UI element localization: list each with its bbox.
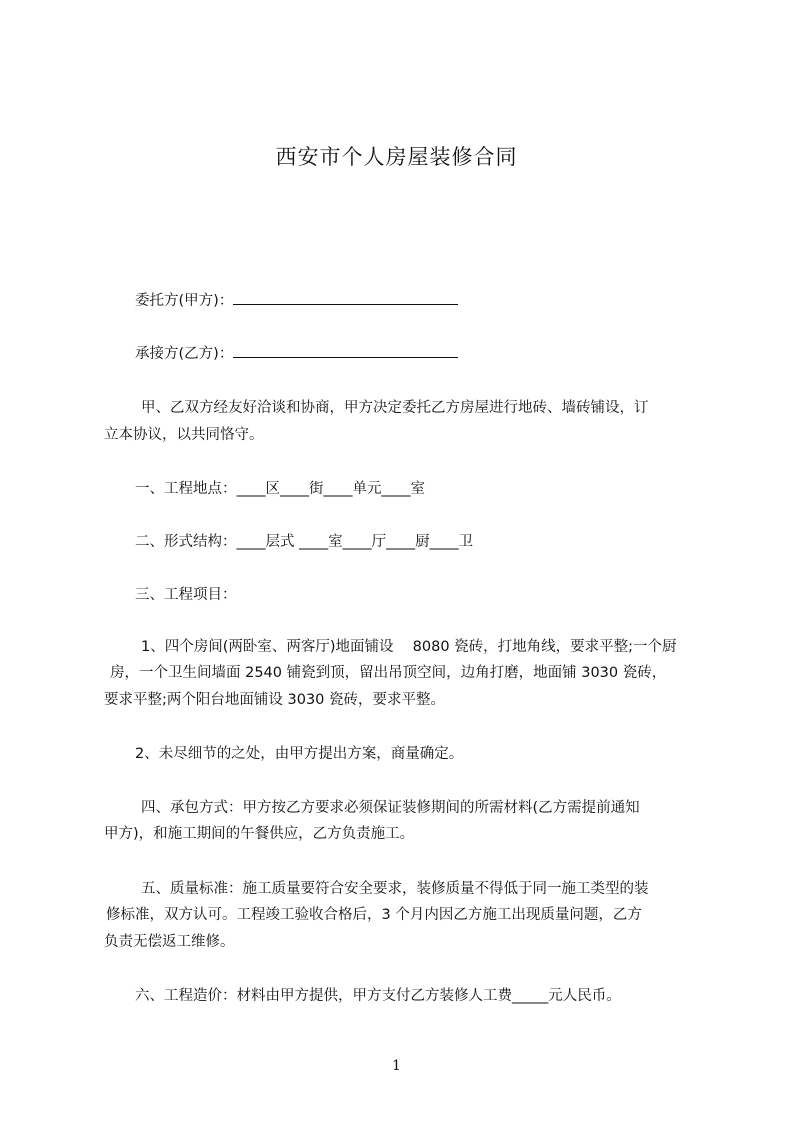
intro-line-2: 立本协议，以共同恪守。: [104, 427, 264, 443]
intro-line-1: 甲、乙双方经友好洽谈和协商，甲方决定委托乙方房屋进行地砖、墙砖铺设，订: [141, 400, 649, 416]
party-a-label: 委托方(甲方)：: [135, 293, 234, 309]
item-2: 2、未尽细节的之处，由甲方提出方案，商量确定。: [135, 746, 464, 762]
party-a-line: [135, 290, 458, 312]
section-6-price: 六、工程造价：材料由甲方提供，甲方支付乙方装修人工费_____元人民币。: [135, 988, 621, 1004]
section-4-line-2: 甲方)，和施工期间的午餐供应，乙方负责施工。: [104, 826, 415, 842]
party-a-blank[interactable]: [233, 290, 458, 305]
item-1-line-1: 1、四个房间(两卧室、两客厅)地面铺设 8080 瓷砖，打地角线，要求平整;一个厨: [141, 639, 677, 655]
party-b-blank[interactable]: [233, 343, 458, 358]
page-number: 1: [392, 1058, 401, 1074]
party-b-label: 承接方(乙方)：: [135, 346, 234, 362]
section-1-location: 一、工程地点：____区____街____单元____室: [135, 481, 425, 497]
item-1-line-2: 房，一个卫生间墙面 2540 铺瓷到顶，留出吊顶空间，边角打磨，地面铺 3030 瓷砖，: [110, 665, 667, 681]
section-2-structure: 二、形式结构：____层式 ____室____厅____厨____卫: [135, 534, 474, 550]
party-b-line: [135, 343, 458, 365]
document-title: 西安市个人房屋装修合同: [275, 145, 518, 169]
section-4-line-1: 四、承包方式：甲方按乙方要求必须保证装修期间的所需材料(乙方需提前通知: [141, 800, 640, 816]
section-5-line-1: 五、质量标准：施工质量要符合安全要求，装修质量不得低于同一施工类型的装: [141, 881, 649, 897]
section-5-line-3: 负责无偿返工维修。: [104, 934, 235, 950]
item-1-line-3: 要求平整;两个阳台地面铺设 3030 瓷砖，要求平整。: [104, 692, 446, 708]
section-3-heading: 三、工程项目：: [135, 587, 237, 603]
section-5-line-2: 修标准，双方认可。工程竣工验收合格后，3 个月内因乙方施工出现质量问题，乙方: [106, 907, 642, 923]
